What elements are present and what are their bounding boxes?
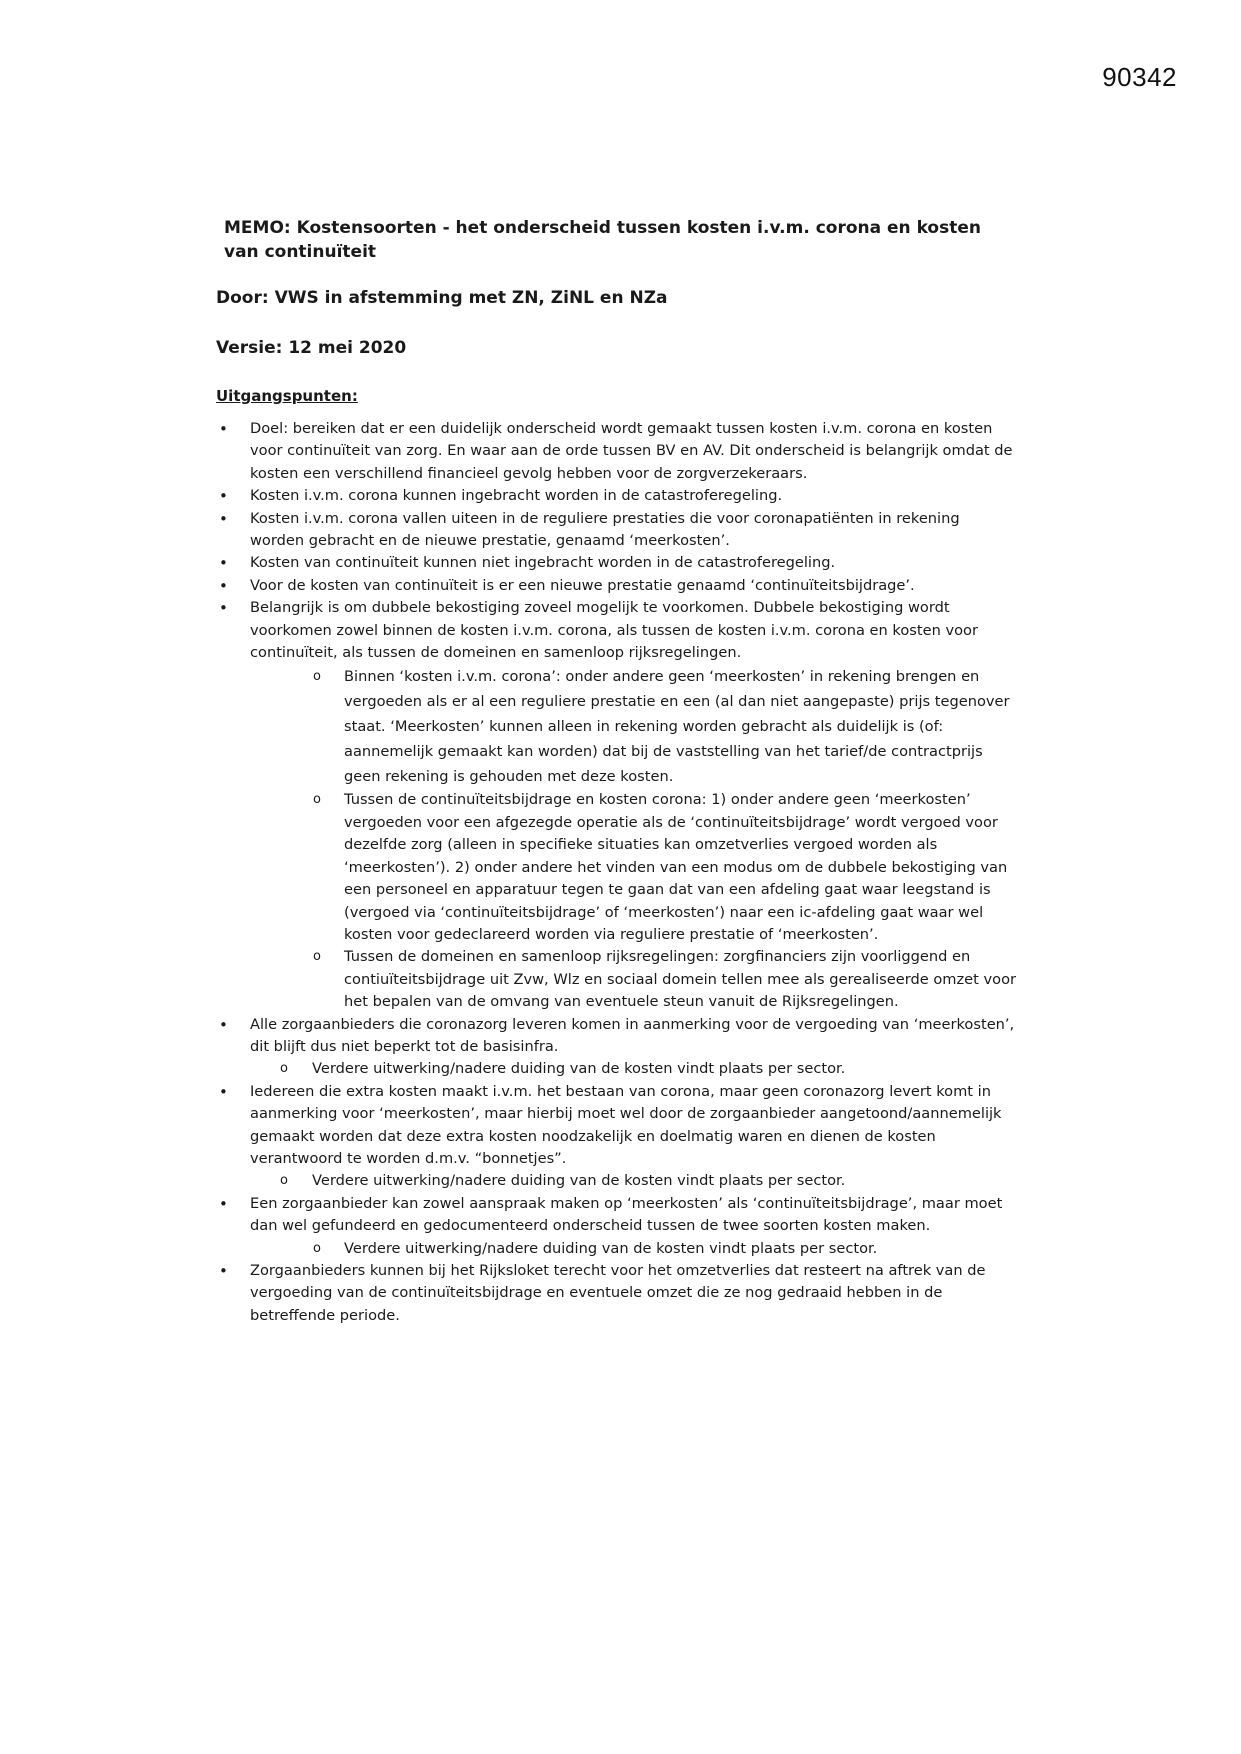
circle-bullet-icon: o <box>280 1061 288 1077</box>
bullet-icon: • <box>219 1082 228 1101</box>
list-item <box>216 1014 1016 1059</box>
circle-bullet-icon: o <box>313 669 321 685</box>
bullet-icon: • <box>219 420 228 438</box>
principles-list-continued <box>216 1014 1016 1059</box>
bullet-icon: • <box>219 599 228 618</box>
sublist-item-text: Verdere uitwerking/nadere duiding van de kosten vindt plaats per sector. <box>312 1172 846 1190</box>
sublist <box>216 664 1016 1013</box>
list-item-text: Kosten i.v.m. corona kunnen ingebracht worden in de catastroferegeling. <box>250 487 783 505</box>
circle-bullet-icon: o <box>313 949 321 965</box>
memo-body <box>216 216 1016 1327</box>
list-item <box>216 1081 1016 1171</box>
list-item <box>216 485 1016 507</box>
section-heading: Uitgangspunten: <box>216 387 358 405</box>
list-item <box>216 1193 1016 1238</box>
memo-title-line-2: van continuïteit <box>224 242 377 262</box>
memo-title <box>216 216 1016 264</box>
list-item-text: Kosten i.v.m. corona vallen uiteen in de reguliere prestaties die voor coronapatiënten in rekening worden gebracht en de nieuwe prestatie, genaamd ‘meerkosten’. <box>250 509 960 550</box>
list-item <box>216 508 1016 553</box>
bullet-icon: • <box>219 509 228 528</box>
principles-list <box>216 418 1016 664</box>
list-item <box>216 418 1016 485</box>
bullet-icon: • <box>219 1015 228 1034</box>
sublist-item <box>216 946 1016 1013</box>
sublist-item-text: Verdere uitwerking/nadere duiding van de kosten vindt plaats per sector. <box>312 1060 846 1078</box>
list-item <box>216 575 1016 597</box>
list-item <box>216 597 1016 664</box>
list-item-text: Voor de kosten van continuïteit is er een nieuwe prestatie genaamd ‘continuïteitsbijdrage’. <box>250 576 915 594</box>
sublist <box>216 1058 1016 1080</box>
sublist-item <box>216 789 1016 946</box>
memo-version: Versie: 12 mei 2020 <box>216 338 407 358</box>
bullet-icon: • <box>219 1262 228 1280</box>
list-item-text: Doel: bereiken dat er een duidelijk onderscheid wordt gemaakt tussen kosten i.v.m. corona en kosten voor continuïteit van zorg. En waar aan de orde tussen BV en AV. Dit onderscheid is belangrijk omdat de kosten een verschillend financieel gevolg hebben voor de zorgverzekeraars. <box>250 420 1013 482</box>
sublist-item-text: Verdere uitwerking/nadere duiding van de kosten vindt plaats per sector. <box>344 1239 878 1257</box>
sublist-item <box>216 1238 1016 1260</box>
sublist-item-text: Binnen ‘kosten i.v.m. corona’: onder andere geen ‘meerkosten’ in rekening brengen en vergoeden als er al een reguliere prestatie en een (al dan niet aangepaste) prijs tegenover staat. ‘Meerkosten’ kunnen alleen in rekening worden gebracht als duidelijk is (of: aannemelijk gemaakt kan worden) dat bij de vaststelling van het tarief/de contractprijs geen rekening is gehouden met deze kosten. <box>344 668 1010 786</box>
memo-title-line-1: MEMO: Kostensoorten - het onderscheid tussen kosten i.v.m. corona en kosten <box>224 218 981 238</box>
principles-list-continued <box>216 1260 1016 1327</box>
circle-bullet-icon: o <box>313 792 321 808</box>
circle-bullet-icon: o <box>313 1240 321 1256</box>
sublist <box>216 1238 1016 1260</box>
circle-bullet-icon: o <box>280 1173 288 1189</box>
memo-author: Door: VWS in afstemming met ZN, ZiNL en NZa <box>216 288 668 308</box>
bullet-icon: • <box>219 1194 228 1213</box>
list-item-text: Kosten van continuïteit kunnen niet ingebracht worden in de catastroferegeling. <box>250 554 836 572</box>
bullet-icon: • <box>219 487 228 506</box>
list-item <box>216 1260 1016 1327</box>
sublist-item-text: Tussen de domeinen en samenloop rijksregelingen: zorgfinanciers zijn voorliggend en contiuïteitsbijdrage uit Zvw, Wlz en sociaal domein tellen mee als gerealiseerde omzet voor het bepalen van de omvang van eventuele steun vanuit de Rijksregelingen. <box>344 948 1017 1011</box>
bullet-icon: • <box>219 554 228 573</box>
list-item <box>216 552 1016 574</box>
sublist <box>216 1170 1016 1192</box>
sublist-item-text: Tussen de continuïteitsbijdrage en kosten corona: 1) onder andere geen ‘meerkosten’ vergoeden voor een afgezegde operatie als de ‘continuïteitsbijdrage’ wordt vergoed voor dezelfde zorg (alleen in specifieke situaties kan omzetverlies vergoed worden als ‘meerkosten’). 2) onder andere het vinden van een modus om de dubbele bekostiging van een personeel en apparatuur tegen te gaan dat van een afdeling gaat waar leegstand is (vergoed via ‘continuïteitsbijdrage’ of ‘meerkosten’) naar een ic-afdeling gaat waar wel kosten voor gedeclareerd worden via reguliere prestatie of ‘meerkosten’. <box>344 791 1008 943</box>
list-item-text: Belangrijk is om dubbele bekostiging zoveel mogelijk te voorkomen. Dubbele bekostiging wordt voorkomen zowel binnen de kosten i.v.m. corona, als tussen de kosten i.v.m. corona en kosten voor continuïteit, als tussen de domeinen en samenloop rijksregelingen. <box>250 599 978 662</box>
list-item-text: Iedereen die extra kosten maakt i.v.m. het bestaan van corona, maar geen coronazorg levert komt in aanmerking voor ‘meerkosten’, maar hierbij moet wel door de zorgaanbieder aangetoond/aannemelijk gemaakt worden dat deze extra kosten noodzakelijk en doelmatig waren en dienen de kosten verantwoord te worden d.m.v. “bonnetjes”. <box>250 1082 1002 1167</box>
list-item-text: Alle zorgaanbieders die coronazorg leveren komen in aanmerking voor de vergoeding van ‘meerkosten’, dit blijft dus niet beperkt tot de basisinfra. <box>250 1015 1015 1055</box>
list-item-text: Een zorgaanbieder kan zowel aanspraak maken op ‘meerkosten’ als ‘continuïteitsbijdrage’, maar moet dan wel gefundeerd en gedocumenteerd onderscheid tussen de twee soorten kosten maken. <box>250 1194 1003 1235</box>
sublist-item <box>216 1058 1016 1080</box>
list-item-text: Zorgaanbieders kunnen bij het Rijksloket terecht voor het omzetverlies dat resteert na aftrek van de vergoeding van de continuïteitsbijdrage en eventuele omzet die ze nog gedraaid hebben in de betreffende periode. <box>250 1262 986 1324</box>
principles-list-continued <box>216 1081 1016 1171</box>
page-number: 90342 <box>1102 62 1177 92</box>
sublist-item <box>216 1170 1016 1192</box>
principles-list-continued <box>216 1193 1016 1238</box>
sublist-item <box>216 664 1016 789</box>
bullet-icon: • <box>219 576 228 595</box>
